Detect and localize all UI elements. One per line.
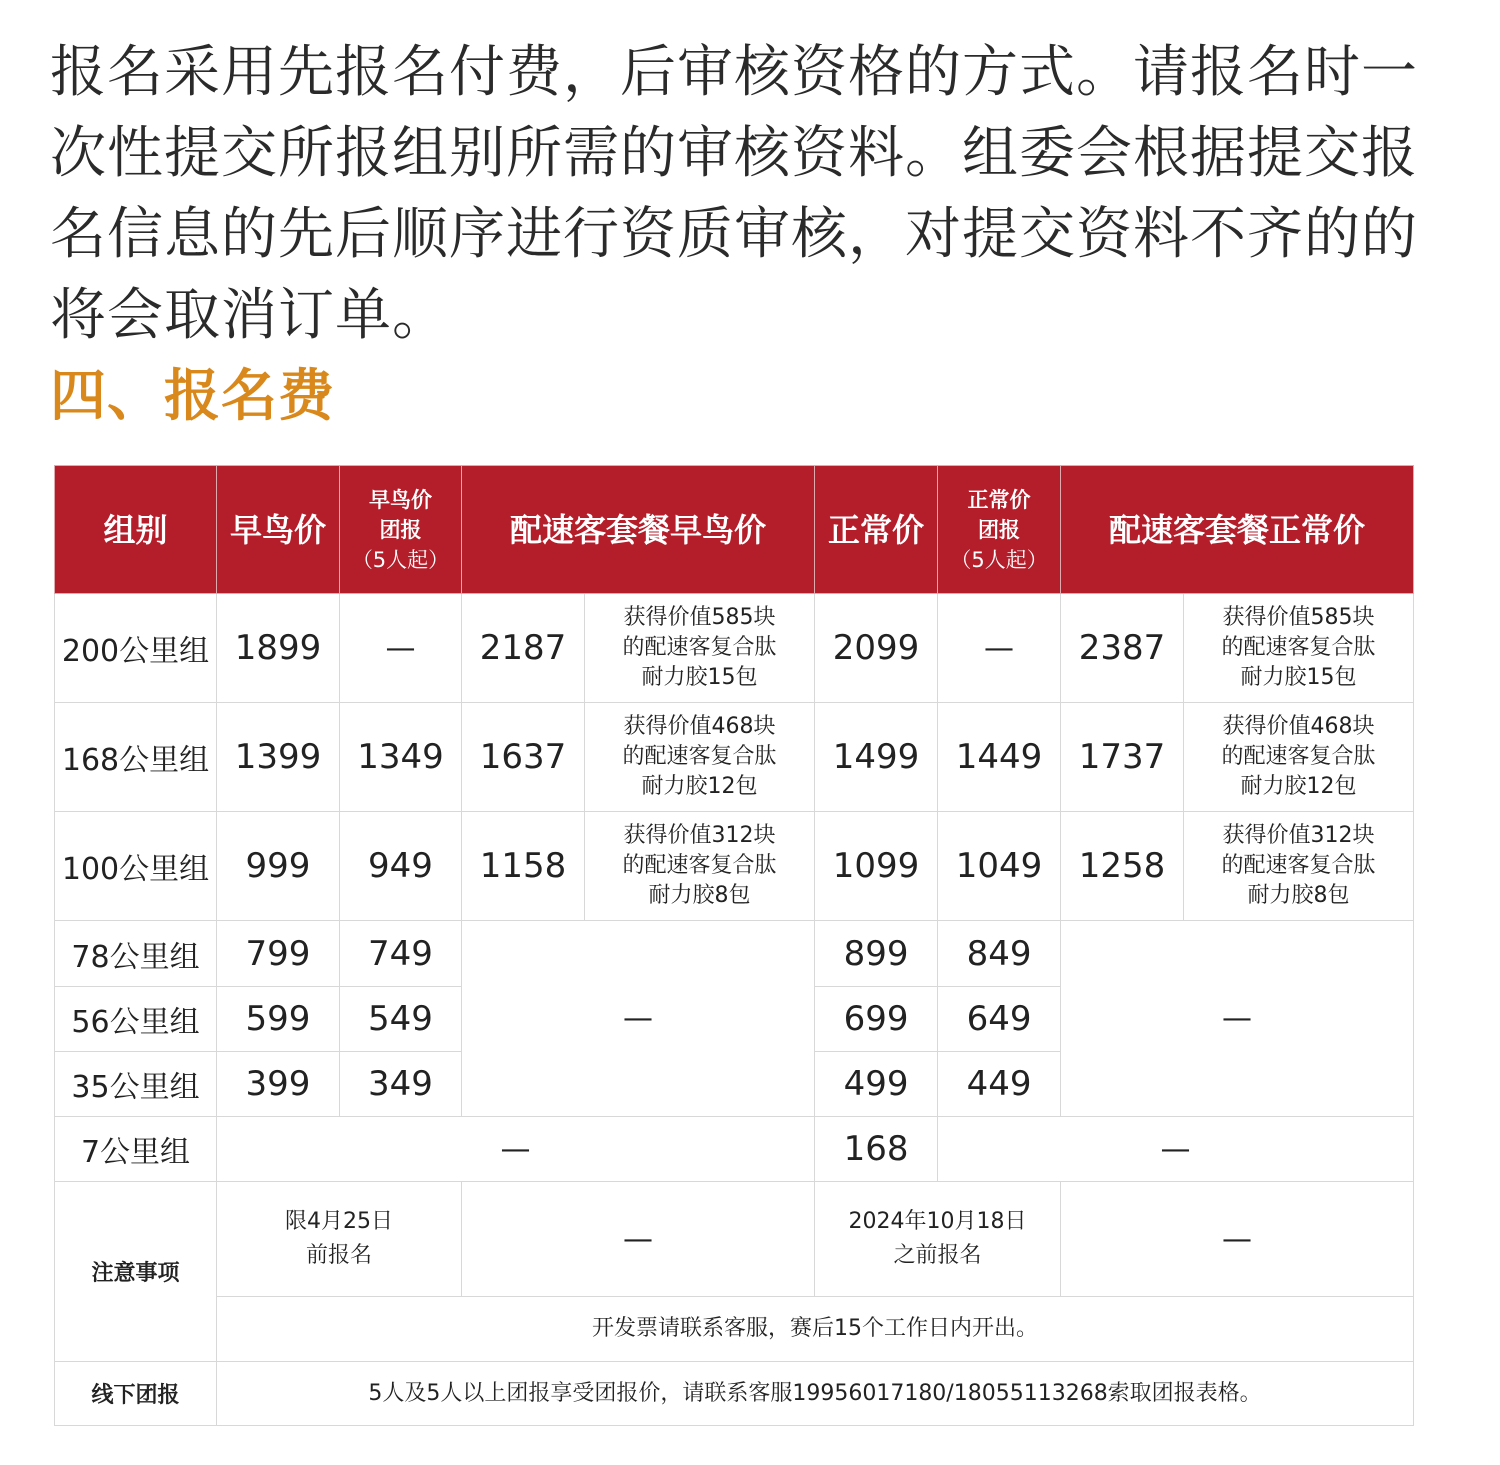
pacer-normal-cell: 1258: [1061, 812, 1184, 921]
early-none-cell: —: [217, 1117, 815, 1182]
offline-label: 线下团报: [55, 1362, 217, 1426]
header-normal-group-price: 正常价 团报 （5人起）: [938, 466, 1061, 594]
gift-normal-cell: 获得价值585块 的配速客复合肽 耐力胶15包: [1184, 594, 1414, 703]
early-price-cell: 999: [217, 812, 340, 921]
normal-price-cell: 1099: [815, 812, 938, 921]
normal-price-cell: 168: [815, 1117, 938, 1182]
group-cell: 35公里组: [55, 1052, 217, 1117]
normal-rest-none-cell: —: [938, 1117, 1414, 1182]
normal-group-cell: 1449: [938, 703, 1061, 812]
group-cell: 100公里组: [55, 812, 217, 921]
normal-group-cell: 849: [938, 921, 1061, 987]
gift-early-cell: 获得价值468块 的配速客复合肽 耐力胶12包: [585, 703, 815, 812]
early-group-cell: 1349: [340, 703, 462, 812]
early-price-cell: 599: [217, 987, 340, 1052]
header-pacer-early: 配速客套餐早鸟价: [462, 466, 815, 594]
table-header-row: [55, 466, 1414, 594]
pacer-early-none-cell: —: [462, 921, 815, 1117]
gift-normal-cell: 获得价值312块 的配速客复合肽 耐力胶8包: [1184, 812, 1414, 921]
offline-row: [55, 1362, 1414, 1426]
gift-normal-cell: 获得价值468块 的配速客复合肽 耐力胶12包: [1184, 703, 1414, 812]
normal-deadline-cell: 2024年10月18日 之前报名: [815, 1182, 1061, 1297]
registration-fee-table: [54, 465, 1414, 1426]
early-group-cell: 349: [340, 1052, 462, 1117]
pacer-early-cell: 2187: [462, 594, 585, 703]
normal-price-cell: 699: [815, 987, 938, 1052]
normal-price-cell: 2099: [815, 594, 938, 703]
normal-group-cell: 449: [938, 1052, 1061, 1117]
pacer-normal-cell: 2387: [1061, 594, 1184, 703]
section-title: 四、报名费: [50, 364, 335, 429]
group-cell: 56公里组: [55, 987, 217, 1052]
normal-group-cell: —: [938, 594, 1061, 703]
table-row: [55, 703, 1414, 812]
group-cell: 7公里组: [55, 1117, 217, 1182]
offline-text: 5人及5人以上团报享受团报价，请联系客服19956017180/18055113268索取团报表格。: [217, 1362, 1414, 1426]
table-row: [55, 594, 1414, 703]
header-pacer-normal: 配速客套餐正常价: [1061, 466, 1414, 594]
pacer-normal-none-cell: —: [1061, 921, 1414, 1117]
normal-group-cell: 649: [938, 987, 1061, 1052]
early-group-cell: 549: [340, 987, 462, 1052]
early-deadline-cell: 限4月25日 前报名: [217, 1182, 462, 1297]
group-cell: 168公里组: [55, 703, 217, 812]
header-normal-price: 正常价: [815, 466, 938, 594]
early-price-cell: 1399: [217, 703, 340, 812]
header-group: 组别: [55, 466, 217, 594]
header-early-price: 早鸟价: [217, 466, 340, 594]
notes-row: [55, 1182, 1414, 1297]
pacer-early-cell: 1637: [462, 703, 585, 812]
normal-group-cell: 1049: [938, 812, 1061, 921]
group-cell: 200公里组: [55, 594, 217, 703]
normal-price-cell: 899: [815, 921, 938, 987]
table-row: [55, 812, 1414, 921]
table-row: [55, 921, 1414, 987]
table-row: [55, 1117, 1414, 1182]
normal-price-cell: 499: [815, 1052, 938, 1117]
pacer-normal-cell: 1737: [1061, 703, 1184, 812]
early-price-cell: 799: [217, 921, 340, 987]
notes-label: 注意事项: [55, 1182, 217, 1362]
header-early-group-price: 早鸟价 团报 （5人起）: [340, 466, 462, 594]
early-group-cell: 949: [340, 812, 462, 921]
early-price-cell: 1899: [217, 594, 340, 703]
early-pacer-note-cell: —: [462, 1182, 815, 1297]
gift-early-cell: 获得价值312块 的配速客复合肽 耐力胶8包: [585, 812, 815, 921]
early-price-cell: 399: [217, 1052, 340, 1117]
pacer-early-cell: 1158: [462, 812, 585, 921]
group-cell: 78公里组: [55, 921, 217, 987]
intro-paragraph: 报名采用先报名付费，后审核资格的方式。请报名时一次性提交所报组别所需的审核资料。组委会根据提交报名信息的先后顺序进行资质审核，对提交资料不齐的的将会取消订单。: [50, 40, 1418, 348]
early-group-cell: 749: [340, 921, 462, 987]
early-group-cell: —: [340, 594, 462, 703]
invoice-row: [55, 1297, 1414, 1362]
normal-price-cell: 1499: [815, 703, 938, 812]
gift-early-cell: 获得价值585块 的配速客复合肽 耐力胶15包: [585, 594, 815, 703]
invoice-note: 开发票请联系客服，赛后15个工作日内开出。: [217, 1297, 1414, 1362]
normal-pacer-note-cell: —: [1061, 1182, 1414, 1297]
